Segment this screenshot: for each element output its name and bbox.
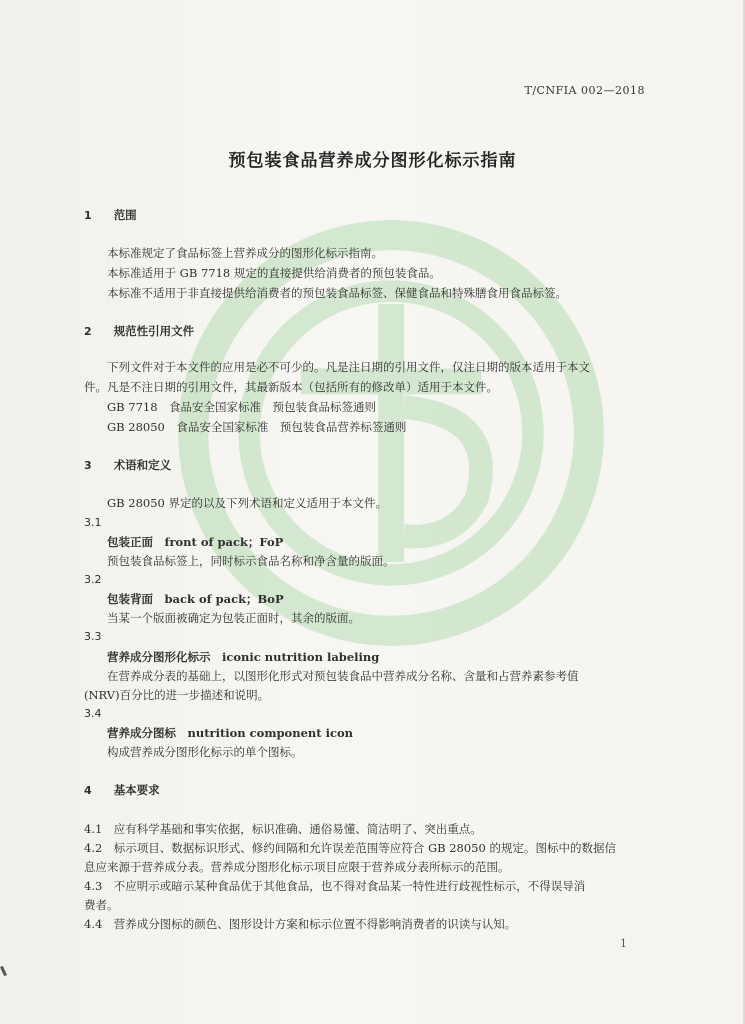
requirement-4-2-line-2: 息应来源于营养成分表。营养成分图形化标示项目应限于营养成分表所标示的范围。 — [84, 860, 510, 874]
section-4-heading — [84, 783, 160, 798]
term-3-3-definition-line-1: 在营养成分表的基础上，以图形化形式对预包装食品中营养成分名称、含量和占营养素参考值 — [107, 669, 579, 683]
section-4-number: 4 — [84, 784, 92, 797]
section-1-heading — [84, 208, 137, 223]
term-3-1-definition: 预包装食品标签上，同时标示食品名称和净含量的版面。 — [107, 554, 395, 568]
reference-gb28050: GB 28050 食品安全国家标准 预包装食品营养标签通则 — [107, 420, 407, 434]
requirement-4-3-line-2: 费者。 — [84, 898, 119, 912]
term-3-3-definition-line-2: (NRV)百分比的进一步描述和说明。 — [84, 688, 270, 702]
requirement-4-2-line-1: 4.2 标示项目、数据标识形式、修约间隔和允许误差范围等应符合 GB 28050 的规定。图标中的数据信 — [84, 841, 616, 855]
requirement-4-1: 4.1 应有科学基础和事实依据，标识准确、通俗易懂、简洁明了、突出重点。 — [84, 822, 482, 836]
requirement-4-4: 4.4 营养成分图标的颜色、图形设计方案和标示位置不得影响消费者的识读与认知。 — [84, 917, 517, 931]
term-3-1-title: 包装正面 front of pack；FoP — [107, 535, 284, 549]
term-3-2-definition: 当某一个版面被确定为包装正面时，其余的版面。 — [107, 611, 360, 625]
term-3-3-title: 营养成分图形化标示 iconic nutrition labeling — [107, 650, 380, 664]
term-3-2-title: 包装背面 back of pack；BoP — [107, 592, 284, 606]
section-2-title: 规范性引用文件 — [113, 324, 195, 338]
section-2-para-line-2: 件。凡是不注日期的引用文件，其最新版本（包括所有的修改单）适用于本文件。 — [84, 380, 498, 394]
term-3-4-definition: 构成营养成分图形化标示的单个图标。 — [107, 745, 303, 759]
section-3-heading — [84, 458, 171, 473]
requirement-4-3-line-1: 4.3 不应明示或暗示某种食品优于其他食品，也不得对食品某一特性进行歧视性标示，不得误导消 — [84, 879, 586, 893]
term-3-2-number: 3.2 — [84, 573, 102, 586]
term-3-4-title: 营养成分图标 nutrition component icon — [107, 726, 353, 740]
section-1-para-3: 本标准不适用于非直接提供给消费者的预包装食品标签、保健食品和特殊膳食用食品标签。 — [107, 286, 567, 300]
section-1-number: 1 — [84, 209, 92, 222]
section-2-heading — [84, 324, 194, 339]
section-3-number: 3 — [84, 459, 92, 472]
scan-speck — [0, 966, 7, 976]
section-1-para-1: 本标准规定了食品标签上营养成分的图形化标示指南。 — [107, 246, 383, 260]
section-1-title: 范围 — [113, 208, 137, 222]
standard-code: T/CNFIA 002—2018 — [524, 84, 645, 97]
section-4-title: 基本要求 — [113, 783, 160, 797]
section-1-para-2: 本标准适用于 GB 7718 规定的直接提供给消费者的预包装食品。 — [107, 266, 441, 280]
section-3-title: 术语和定义 — [113, 458, 172, 472]
term-3-3-number: 3.3 — [84, 630, 102, 643]
term-3-4-number: 3.4 — [84, 707, 102, 720]
reference-gb7718: GB 7718 食品安全国家标准 预包装食品标签通则 — [107, 400, 377, 414]
document-title: 预包装食品营养成分图形化标示指南 — [228, 151, 517, 171]
term-3-1-number: 3.1 — [84, 516, 102, 529]
page-number: 1 — [620, 937, 627, 950]
section-2-number: 2 — [84, 325, 92, 338]
section-2-para-line-1: 下列文件对于本文件的应用是必不可少的。凡是注日期的引用文件，仅注日期的版本适用于本文 — [107, 360, 590, 374]
section-3-intro: GB 28050 界定的以及下列术语和定义适用于本文件。 — [107, 496, 388, 510]
